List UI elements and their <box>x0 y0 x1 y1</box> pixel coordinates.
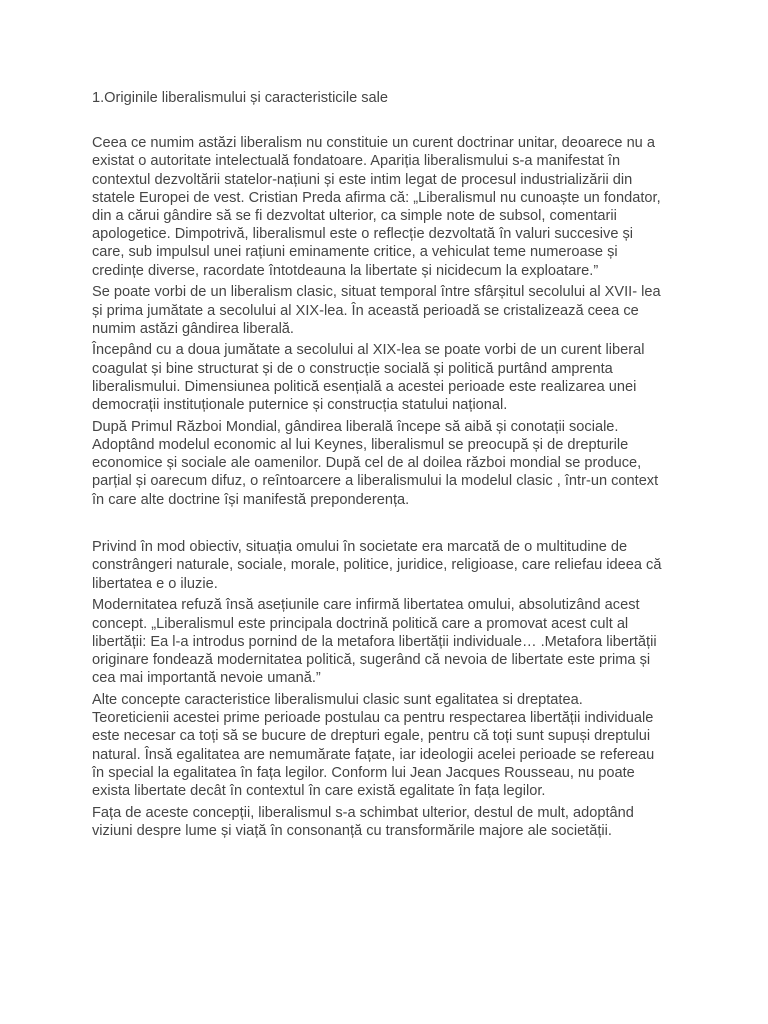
text-line: libertății: Ea l-a introdus pornind de la metafora libertății individuale… .Metafora libertății <box>92 633 657 650</box>
text-line: viziuni despre lume și viață în consonanță cu transformările majore ale societății. <box>92 822 612 839</box>
text-line: parțial și oarecum difuz, o reîntoarcere a liberalismului la modelul clasic , într-un context <box>92 473 659 490</box>
text-line: Teoreticienii acestei prime perioade postulau ca pentru respectarea libertății individuale <box>92 710 654 727</box>
text-line: libertatea e o iluzie. <box>92 575 218 592</box>
text-line: contextul dezvoltării statelor-națiuni și este intim legat de procesul industrializării din <box>92 171 633 188</box>
paragraph <box>92 134 732 280</box>
document-heading: 1.Originile liberalismului și caracteristicile sale <box>92 90 389 106</box>
text-line: Fața de aceste concepții, liberalismul s-a schimbat ulterior, destul de mult, adoptând <box>92 804 634 821</box>
text-line: constrângeri naturale, sociale, morale, politice, juridice, religioase, care reliefau ideea că <box>92 557 662 574</box>
text-line: Adoptând modelul economic al lui Keynes, liberalismul se preocupă și de drepturile <box>92 436 629 453</box>
text-line: cea mai importantă nevoie umană.” <box>92 670 321 687</box>
text-line: originare fondează modernitatea politică, sugerând că nevoia de libertate este prima și <box>92 651 651 668</box>
text-line: apologetice. Dimpotrivă, liberalismul este o reflecție dezvoltată în valuri succesive și <box>92 226 634 243</box>
paragraph <box>92 691 732 800</box>
text-line: democrații instituționale puternice și construcția statului național. <box>92 397 508 414</box>
text-line: în care alte doctrine își manifestă preponderența. <box>92 491 410 508</box>
paragraph <box>92 804 732 840</box>
text-line: și prima jumătate a secolului al XIX-lea. În această perioadă se cristalizează ceea ce <box>92 302 639 319</box>
text-line: existat o autoritate intelectuală fondatoare. Apariția liberalismului s-a manifestat în <box>92 153 621 170</box>
text-line: coagulat și bine structurat și de o construcție socială și politică purtând amprenta <box>92 360 613 377</box>
text-line: După Primul Război Mondial, gândirea liberală începe să aibă și conotații sociale. <box>92 418 619 435</box>
paragraph <box>92 418 732 509</box>
text-line: credințe diverse, racordate întotdeauna la libertate și nicidecum la exploatare.” <box>92 262 599 279</box>
text-line: Alte concepte caracteristice liberalismului clasic sunt egalitatea si dreptatea. <box>92 691 583 708</box>
paragraph <box>92 596 732 687</box>
text-line: care, sub impulsul unei rațiuni eminamente critice, a vehiculat teme numeroase și <box>92 244 618 261</box>
text-line: economice și sociale ale oamenilor. După cel de al doilea război mondial se produce, <box>92 455 642 472</box>
text-line: este necesar ca toți să se bucure de drepturi egale, pentru că toți sunt supuși dreptului <box>92 728 651 745</box>
section-origins <box>92 134 732 509</box>
section-gap <box>92 512 732 538</box>
text-line: din a cărui gândire să se fi dezvoltat ulterior, ca simple note de subsol, comentarii <box>92 208 617 225</box>
paragraph <box>92 341 732 414</box>
text-line: Se poate vorbi de un liberalism clasic, situat temporal între sfârșitul secolului al XVII- lea <box>92 284 661 301</box>
paragraph <box>92 283 732 338</box>
text-line: Privind în mod obiectiv, situația omului în societate era marcată de o multitudine de <box>92 539 628 556</box>
text-line: Ceea ce numim astăzi liberalism nu constituie un curent doctrinar unitar, deoarece nu a <box>92 135 655 152</box>
text-line: numim astăzi gândirea liberală. <box>92 320 294 337</box>
text-line: liberalismului. Dimensiunea politică esențială a acestei perioade este realizarea unei <box>92 378 637 395</box>
text-line: Modernitatea refuză însă asețiunile care infirmă libertatea omului, absolutizând acest <box>92 597 640 614</box>
section-characteristics <box>92 538 732 840</box>
document-page <box>92 89 732 844</box>
paragraph <box>92 538 732 593</box>
text-line: statele Europei de vest. Cristian Preda afirma că: „Liberalismul nu cunoaște un fondator, <box>92 189 661 206</box>
text-line: în special la egalitatea în fața legilor. Conform lui Jean Jacques Rousseau, nu poate <box>92 764 635 781</box>
text-line: concept. „Liberalismul este principala doctrină politică care a promovat acest cult al <box>92 615 629 632</box>
text-line: Începând cu a doua jumătate a secolului al XIX-lea se poate vorbi de un curent liberal <box>92 342 645 359</box>
text-line: natural. Însă egalitatea are nemumărate fațate, iar ideologii acelei perioade se refereau <box>92 746 655 763</box>
text-line: exista libertate decât în contextul în care există egalitate în fața legilor. <box>92 782 546 799</box>
